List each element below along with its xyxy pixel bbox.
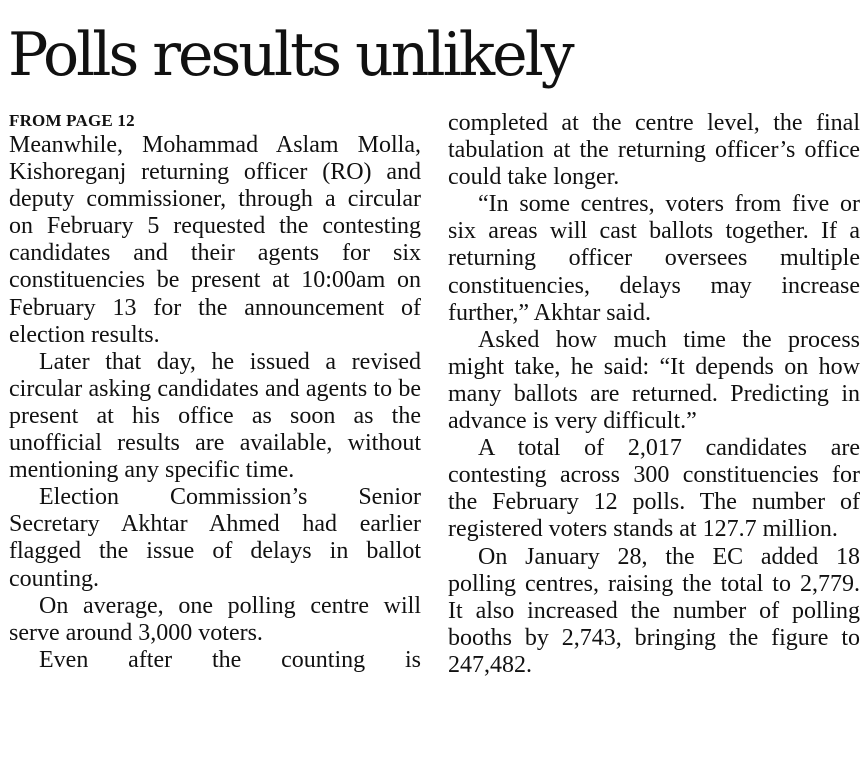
paragraph: “In some centres, voters from five or six areas will cast ballots together. If a returning officer oversees multiple constituencies, delays may increase further,” Akhtar said. [448,191,860,326]
paragraph: A total of 2,017 candidates are contesting across 300 constituencies for the February 12 polls. The number of registered voters stands at 127.7 million. [448,435,860,543]
paragraph: On average, one polling centre will serve around 3,000 voters. [9,592,421,646]
jump-label: FROM PAGE 12 [9,111,135,130]
headline: Polls results unlikely [8,20,572,90]
right-column [448,110,860,679]
paragraph: completed at the centre level, the final tabulation at the returning officer’s office could take longer. [448,110,860,191]
paragraph: Election Commission’s Senior Secretary Akhtar Ahmed had earlier flagged the issue of delays in ballot counting. [9,484,421,592]
paragraph: On January 28, the EC added 18 polling centres, raising the total to 2,779. It also increased the number of polling booths by 2,743, bringing the figure to 247,482. [448,543,860,678]
paragraph: Even after the counting is [39,646,421,673]
paragraph: Later that day, he issued a revised circular asking candidates and agents to be present at his office as soon as the unofficial results are available, without mentioning any specific time. [9,348,421,484]
paragraph: Asked how much time the process might take, he said: “It depends on how many ballots are returned. Predicting in advance is very difficult.” [448,326,860,435]
paragraph: Meanwhile, Mohammad Aslam Molla, Kishoreganj returning officer (RO) and deputy commissioner, through a circular on February 5 requested the contesting candidates and their agents for six constituencies be present at 10:00am on February 13 for the announcement of election results. [9,132,421,348]
left-column [9,110,421,674]
